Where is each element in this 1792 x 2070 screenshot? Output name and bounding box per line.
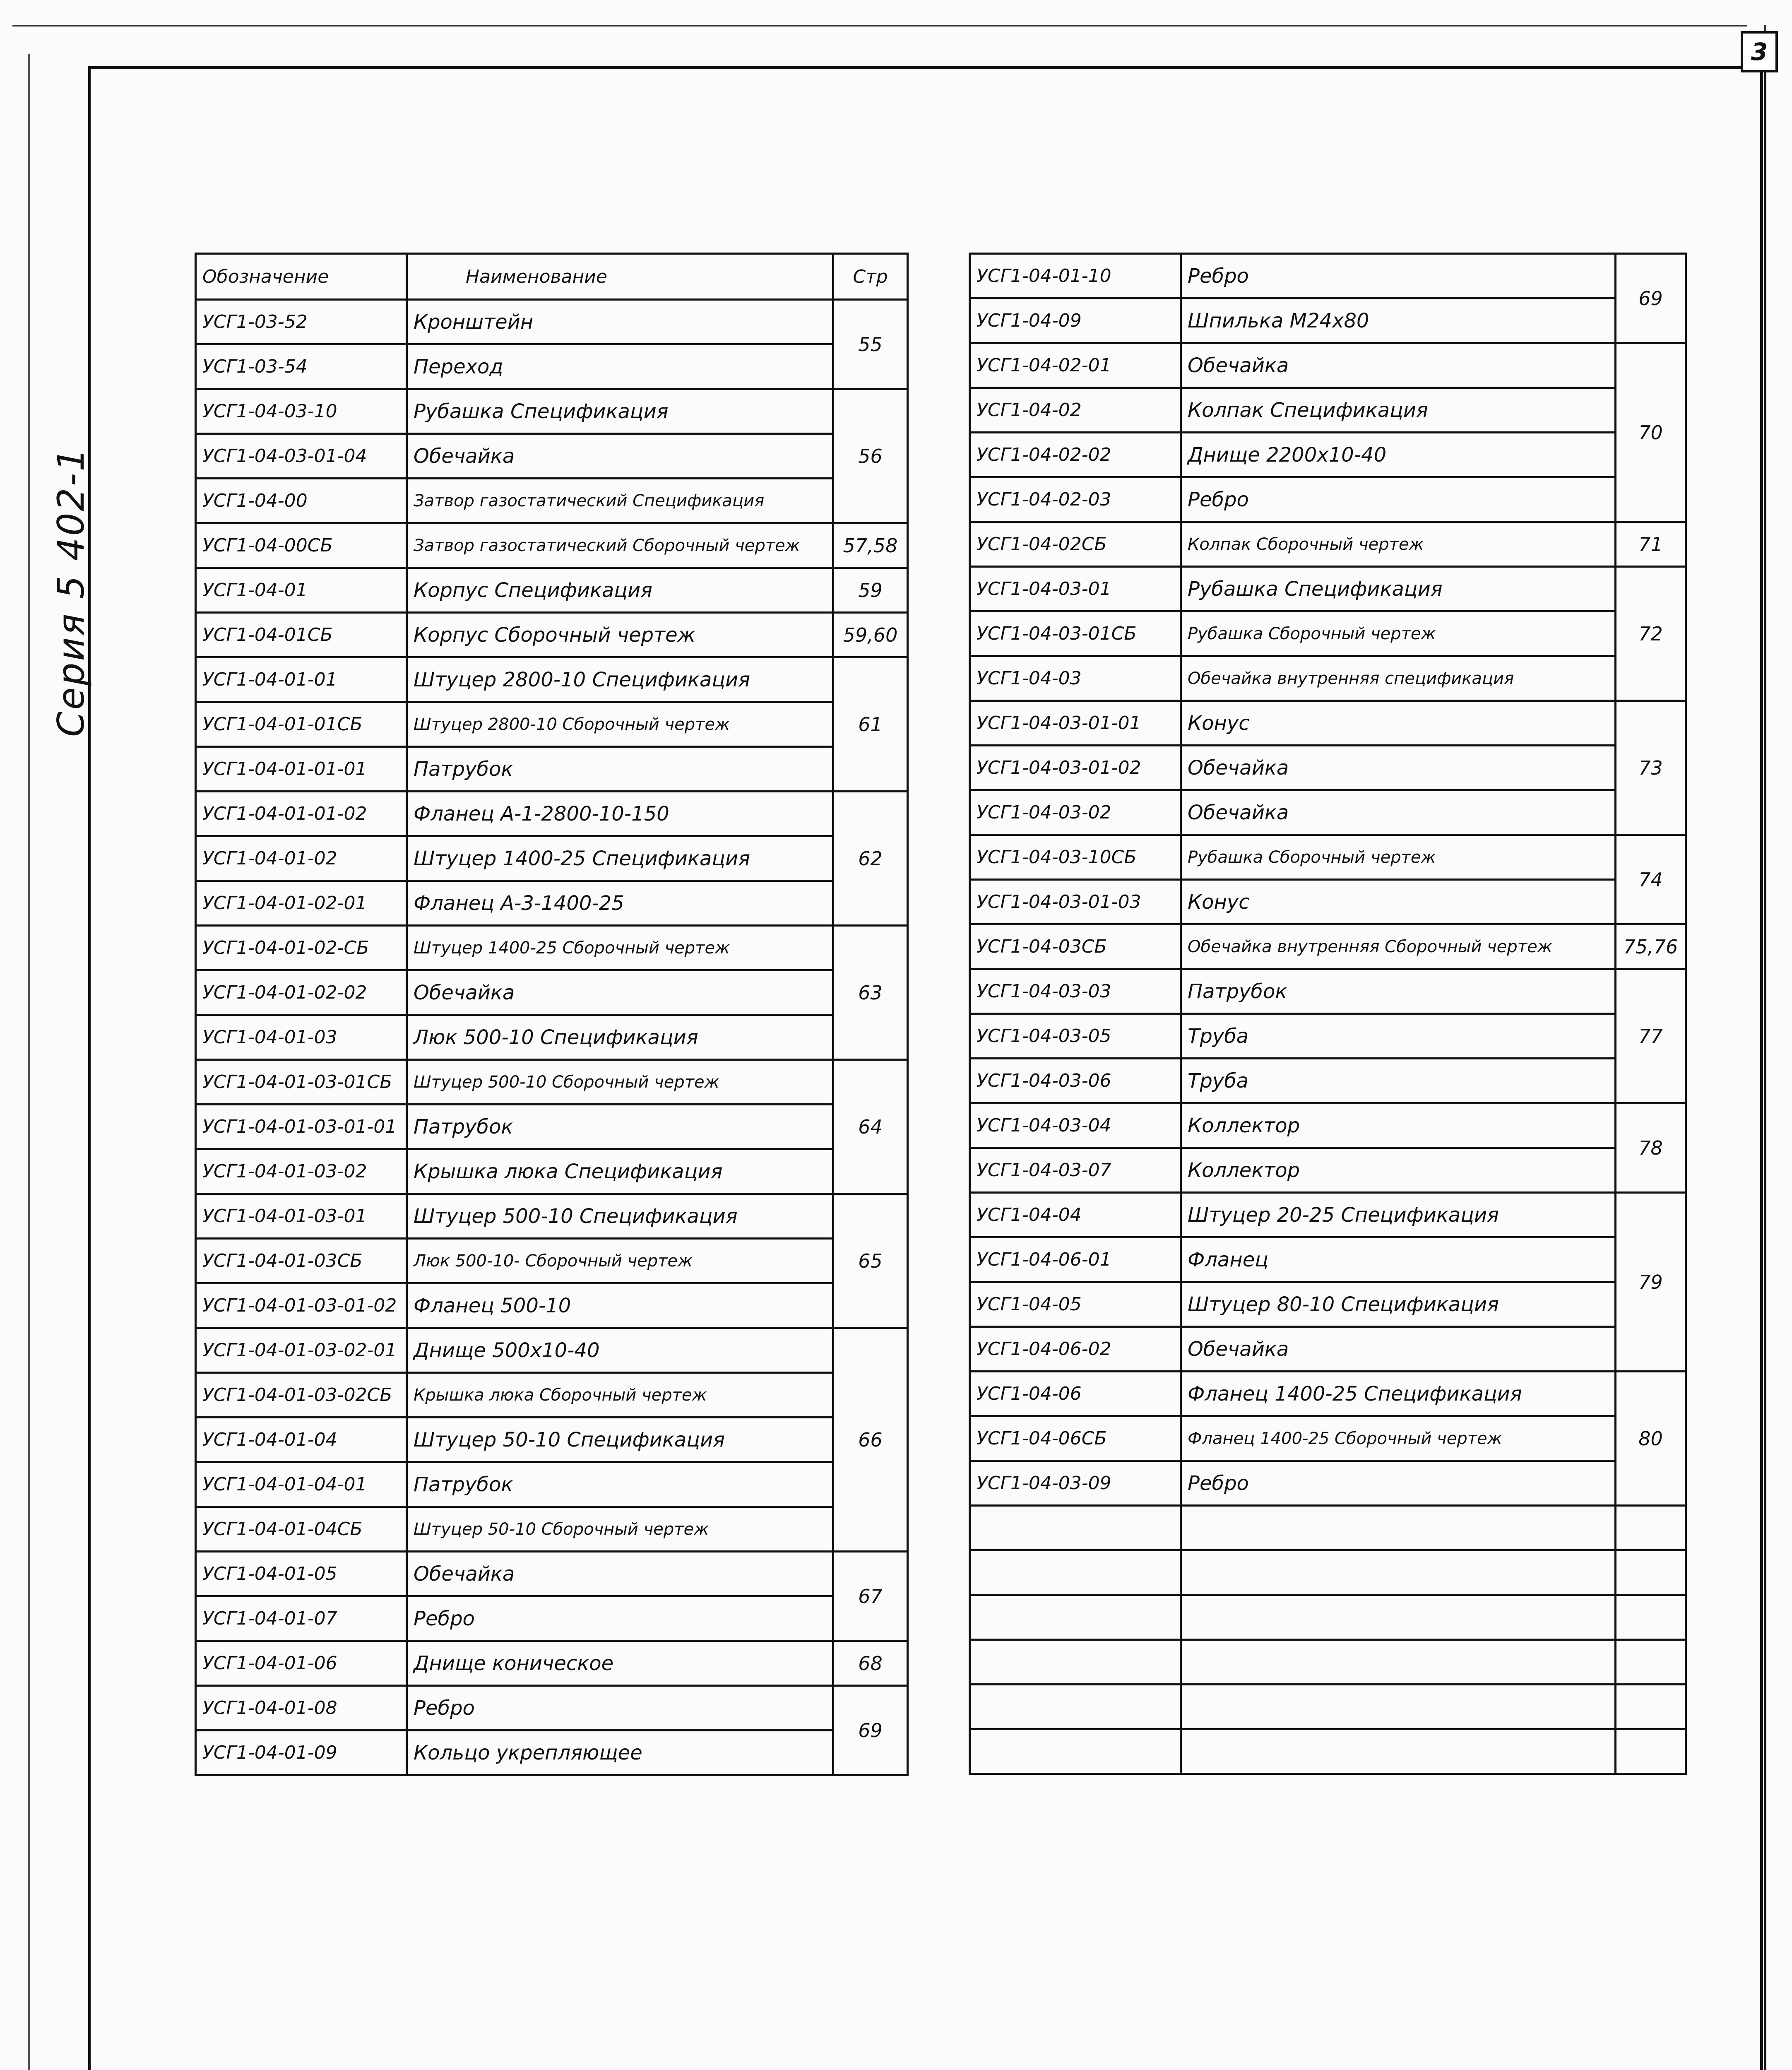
row-page: 65 bbox=[833, 1194, 908, 1328]
row-name: Труба bbox=[1181, 1014, 1616, 1059]
row-code: УСГ1-04-01-04 bbox=[196, 1418, 407, 1462]
row-name: Фланец А-3-1400-25 bbox=[407, 881, 833, 926]
row-name: Коллектор bbox=[1181, 1148, 1616, 1193]
empty-cell bbox=[1616, 1550, 1686, 1595]
frame-double-line bbox=[1760, 66, 1763, 2070]
row-name: Фланец 1400-25 Спецификация bbox=[1181, 1372, 1616, 1416]
row-code: УСГ1-04-00 bbox=[196, 479, 407, 523]
series-label: Серия 5 402-1 bbox=[50, 446, 92, 737]
row-code: УСГ1-04-03-01-04 bbox=[196, 434, 407, 479]
row-page: 63 bbox=[833, 926, 908, 1060]
row-name: Обечайка bbox=[1181, 343, 1616, 388]
row-name: Корпус Сборочный чертеж bbox=[407, 613, 833, 657]
row-code: УСГ1-04-01-09 bbox=[196, 1731, 407, 1775]
row-code: УСГ1-04-03-01СБ bbox=[970, 611, 1181, 656]
empty-cell bbox=[1181, 1506, 1616, 1550]
row-page: 80 bbox=[1616, 1372, 1686, 1506]
row-code: УСГ1-04-01-03-01 bbox=[196, 1194, 407, 1239]
row-name: Конус bbox=[1181, 701, 1616, 746]
row-name: Ребро bbox=[1181, 254, 1616, 298]
empty-cell bbox=[1181, 1595, 1616, 1640]
row-name: Коллектор bbox=[1181, 1103, 1616, 1148]
row-name: Фланец 1400-25 Сборочный чертеж bbox=[1181, 1416, 1616, 1461]
row-name: Крышка люка Сборочный чертеж bbox=[407, 1373, 833, 1418]
row-name: Ребро bbox=[1181, 477, 1616, 522]
row-name: Кронштейн bbox=[407, 300, 833, 344]
row-code: УСГ1-04-03-05 bbox=[970, 1014, 1181, 1059]
row-name: Штуцер 1400-25 Сборочный чертеж bbox=[407, 926, 833, 970]
row-code: УСГ1-04-01-03-01СБ bbox=[196, 1060, 407, 1105]
row-page: 66 bbox=[833, 1328, 908, 1552]
row-name: Люк 500-10- Сборочный чертеж bbox=[407, 1239, 833, 1283]
row-page: 55 bbox=[833, 300, 908, 389]
row-name: Затвор газостатический Сборочный чертеж bbox=[407, 523, 833, 568]
row-code: УСГ1-04-03 bbox=[970, 656, 1181, 701]
row-code: УСГ1-04-02СБ bbox=[970, 522, 1181, 567]
empty-cell bbox=[1181, 1550, 1616, 1595]
row-name: Крышка люка Спецификация bbox=[407, 1149, 833, 1194]
row-name: Обечайка bbox=[407, 970, 833, 1015]
row-code: УСГ1-04-03-10СБ bbox=[970, 835, 1181, 880]
row-page: 75,76 bbox=[1616, 924, 1686, 969]
right-index-table bbox=[969, 253, 1687, 1775]
row-code: УСГ1-04-05 bbox=[970, 1282, 1181, 1327]
sheet-number-box bbox=[1741, 31, 1778, 72]
row-code: УСГ1-04-02-01 bbox=[970, 343, 1181, 388]
row-name: Обечайка bbox=[407, 434, 833, 479]
row-page: 79 bbox=[1616, 1193, 1686, 1372]
row-code: УСГ1-04-01-01-01 bbox=[196, 747, 407, 792]
row-page: 77 bbox=[1616, 969, 1686, 1103]
row-code: УСГ1-04-01СБ bbox=[196, 613, 407, 657]
row-code: УСГ1-04-01-03-01-02 bbox=[196, 1283, 407, 1328]
row-code: УСГ1-04-03-09 bbox=[970, 1461, 1181, 1506]
row-name: Штуцер 500-10 Сборочный чертеж bbox=[407, 1060, 833, 1105]
row-code: УСГ1-04-03-04 bbox=[970, 1103, 1181, 1148]
row-code: УСГ1-04-09 bbox=[970, 298, 1181, 343]
empty-cell bbox=[970, 1550, 1181, 1595]
row-code: УСГ1-04-01 bbox=[196, 568, 407, 613]
row-code: УСГ1-04-03СБ bbox=[970, 924, 1181, 969]
sheet-edge-left bbox=[28, 54, 30, 2070]
row-name: Патрубок bbox=[1181, 969, 1616, 1014]
row-name: Штуцер 2800-10 Спецификация bbox=[407, 657, 833, 702]
empty-cell bbox=[1181, 1685, 1616, 1729]
row-code: УСГ1-04-01-03СБ bbox=[196, 1239, 407, 1283]
row-name: Днище 2200х10-40 bbox=[1181, 433, 1616, 477]
empty-cell bbox=[1616, 1640, 1686, 1685]
row-page: 67 bbox=[833, 1552, 908, 1641]
row-name: Патрубок bbox=[407, 747, 833, 792]
empty-cell bbox=[970, 1729, 1181, 1774]
row-code: УСГ1-04-01-08 bbox=[196, 1686, 407, 1731]
row-name: Рубашка Сборочный чертеж bbox=[1181, 835, 1616, 880]
row-page: 57,58 bbox=[833, 523, 908, 568]
row-page: 72 bbox=[1616, 567, 1686, 701]
row-name: Патрубок bbox=[407, 1105, 833, 1149]
row-page: 59 bbox=[833, 568, 908, 613]
row-page: 69 bbox=[1616, 254, 1686, 343]
row-name: Фланец 500-10 bbox=[407, 1283, 833, 1328]
row-name: Штуцер 500-10 Спецификация bbox=[407, 1194, 833, 1239]
row-code: УСГ1-04-01-01 bbox=[196, 657, 407, 702]
empty-cell bbox=[1616, 1729, 1686, 1774]
header-page: Стр bbox=[833, 254, 908, 300]
row-name: Колпак Спецификация bbox=[1181, 388, 1616, 433]
row-name: Фланец bbox=[1181, 1237, 1616, 1282]
row-code: УСГ1-04-04 bbox=[970, 1193, 1181, 1237]
row-code: УСГ1-04-02-03 bbox=[970, 477, 1181, 522]
left-index-table bbox=[195, 253, 909, 1776]
empty-cell bbox=[970, 1640, 1181, 1685]
row-code: УСГ1-04-01-01СБ bbox=[196, 702, 407, 747]
sheet-number: 3 bbox=[1751, 38, 1768, 66]
empty-cell bbox=[1181, 1640, 1616, 1685]
row-name: Патрубок bbox=[407, 1462, 833, 1507]
row-code: УСГ1-04-01-03-02СБ bbox=[196, 1373, 407, 1418]
row-name: Ребро bbox=[1181, 1461, 1616, 1506]
header-code: Обозначение bbox=[196, 254, 407, 300]
row-code: УСГ1-04-01-02-СБ bbox=[196, 926, 407, 970]
row-code: УСГ1-04-03-03 bbox=[970, 969, 1181, 1014]
row-code: УСГ1-04-06СБ bbox=[970, 1416, 1181, 1461]
row-code: УСГ1-04-01-03-01-01 bbox=[196, 1105, 407, 1149]
row-code: УСГ1-04-01-03-02 bbox=[196, 1149, 407, 1194]
row-name: Конус bbox=[1181, 880, 1616, 924]
row-code: УСГ1-04-03-10 bbox=[196, 389, 407, 434]
empty-cell bbox=[1181, 1729, 1616, 1774]
row-name: Рубашка Спецификация bbox=[407, 389, 833, 434]
row-code: УСГ1-04-03-01-03 bbox=[970, 880, 1181, 924]
row-name: Штуцер 50-10 Спецификация bbox=[407, 1418, 833, 1462]
sheet-edge-top bbox=[12, 25, 1747, 26]
row-code: УСГ1-04-03-01-01 bbox=[970, 701, 1181, 746]
row-name: Фланец А-1-2800-10-150 bbox=[407, 792, 833, 836]
row-code: УСГ1-04-02 bbox=[970, 388, 1181, 433]
empty-cell bbox=[1616, 1506, 1686, 1550]
row-code: УСГ1-04-01-02-02 bbox=[196, 970, 407, 1015]
row-code: УСГ1-04-06-01 bbox=[970, 1237, 1181, 1282]
row-page: 70 bbox=[1616, 343, 1686, 522]
header-name: Наименование bbox=[407, 254, 833, 300]
row-code: УСГ1-04-01-04СБ bbox=[196, 1507, 407, 1552]
row-code: УСГ1-04-03-01 bbox=[970, 567, 1181, 611]
row-name: Днище коническое bbox=[407, 1641, 833, 1686]
row-name: Колпак Сборочный чертеж bbox=[1181, 522, 1616, 567]
row-code: УСГ1-04-01-03-02-01 bbox=[196, 1328, 407, 1373]
row-name: Обечайка bbox=[1181, 746, 1616, 790]
row-code: УСГ1-04-02-02 bbox=[970, 433, 1181, 477]
row-name: Днище 500х10-40 bbox=[407, 1328, 833, 1373]
row-code: УСГ1-04-03-06 bbox=[970, 1059, 1181, 1103]
row-name: Обечайка внутренняя Сборочный чертеж bbox=[1181, 924, 1616, 969]
empty-cell bbox=[970, 1685, 1181, 1729]
row-code: УСГ1-03-52 bbox=[196, 300, 407, 344]
row-name: Переход bbox=[407, 344, 833, 389]
row-code: УСГ1-04-01-02 bbox=[196, 836, 407, 881]
empty-cell bbox=[1616, 1595, 1686, 1640]
row-page: 74 bbox=[1616, 835, 1686, 924]
row-code: УСГ1-03-54 bbox=[196, 344, 407, 389]
row-name: Обечайка bbox=[1181, 790, 1616, 835]
row-code: УСГ1-04-01-03 bbox=[196, 1015, 407, 1060]
row-page: 62 bbox=[833, 792, 908, 926]
row-code: УСГ1-04-06-02 bbox=[970, 1327, 1181, 1372]
row-name: Рубашка Сборочный чертеж bbox=[1181, 611, 1616, 656]
row-name: Обечайка внутренняя спецификация bbox=[1181, 656, 1616, 701]
row-code: УСГ1-04-03-02 bbox=[970, 790, 1181, 835]
row-name: Кольцо укрепляющее bbox=[407, 1731, 833, 1775]
row-page: 69 bbox=[833, 1686, 908, 1775]
row-code: УСГ1-04-06 bbox=[970, 1372, 1181, 1416]
row-page: 56 bbox=[833, 389, 908, 523]
row-name: Штуцер 2800-10 Сборочный чертеж bbox=[407, 702, 833, 747]
row-name: Рубашка Спецификация bbox=[1181, 567, 1616, 611]
row-code: УСГ1-04-01-06 bbox=[196, 1641, 407, 1686]
row-code: УСГ1-04-03-01-02 bbox=[970, 746, 1181, 790]
empty-cell bbox=[1616, 1685, 1686, 1729]
row-code: УСГ1-04-01-04-01 bbox=[196, 1462, 407, 1507]
row-code: УСГ1-04-01-10 bbox=[970, 254, 1181, 298]
row-code: УСГ1-04-01-05 bbox=[196, 1552, 407, 1596]
row-page: 59,60 bbox=[833, 613, 908, 657]
row-name: Штуцер 20-25 Спецификация bbox=[1181, 1193, 1616, 1237]
row-name: Люк 500-10 Спецификация bbox=[407, 1015, 833, 1060]
row-name: Штуцер 1400-25 Спецификация bbox=[407, 836, 833, 881]
row-page: 78 bbox=[1616, 1103, 1686, 1193]
row-name: Штуцер 80-10 Спецификация bbox=[1181, 1282, 1616, 1327]
row-name: Корпус Спецификация bbox=[407, 568, 833, 613]
row-page: 64 bbox=[833, 1060, 908, 1194]
row-page: 68 bbox=[833, 1641, 908, 1686]
row-name: Ребро bbox=[407, 1686, 833, 1731]
row-page: 61 bbox=[833, 657, 908, 792]
row-page: 71 bbox=[1616, 522, 1686, 567]
row-page: 73 bbox=[1616, 701, 1686, 835]
row-code: УСГ1-04-03-07 bbox=[970, 1148, 1181, 1193]
row-code: УСГ1-04-01-01-02 bbox=[196, 792, 407, 836]
row-name: Затвор газостатический Спецификация bbox=[407, 479, 833, 523]
row-name: Ребро bbox=[407, 1596, 833, 1641]
row-name: Обечайка bbox=[407, 1552, 833, 1596]
row-name: Шпилька М24х80 bbox=[1181, 298, 1616, 343]
row-code: УСГ1-04-01-07 bbox=[196, 1596, 407, 1641]
empty-cell bbox=[970, 1595, 1181, 1640]
row-code: УСГ1-04-00СБ bbox=[196, 523, 407, 568]
empty-cell bbox=[970, 1506, 1181, 1550]
row-code: УСГ1-04-01-02-01 bbox=[196, 881, 407, 926]
row-name: Штуцер 50-10 Сборочный чертеж bbox=[407, 1507, 833, 1552]
row-name: Труба bbox=[1181, 1059, 1616, 1103]
row-name: Обечайка bbox=[1181, 1327, 1616, 1372]
